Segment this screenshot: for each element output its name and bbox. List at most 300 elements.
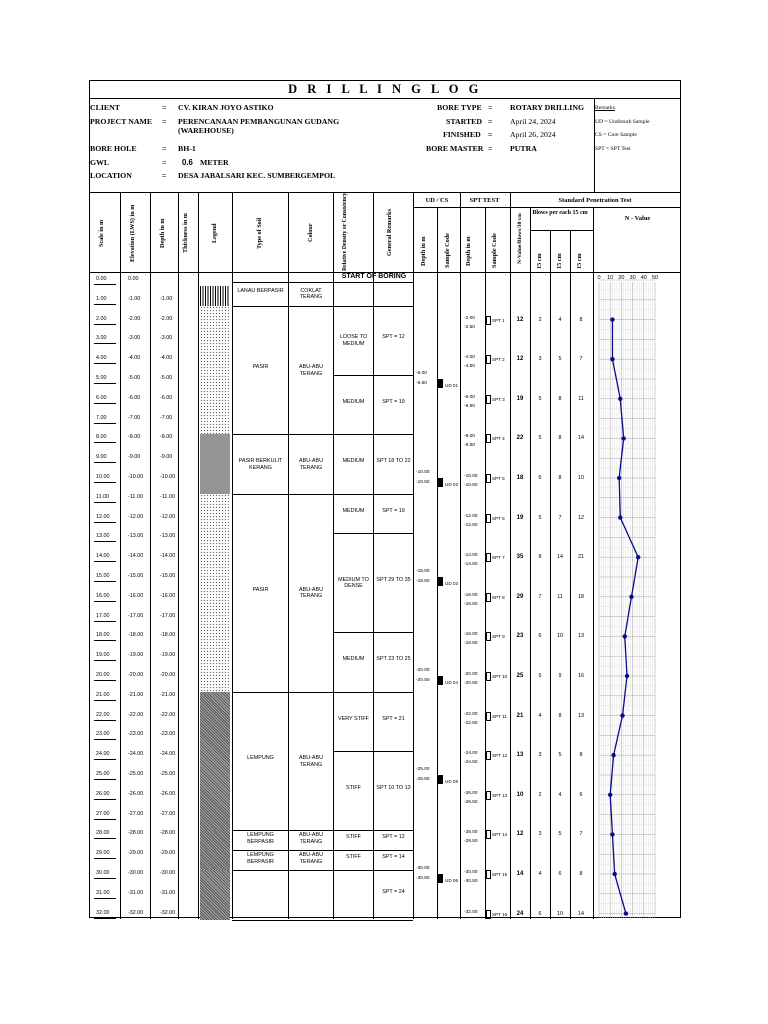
row-boundary [333, 850, 413, 851]
scale-underline [94, 700, 116, 701]
scale-value: 15.00 [96, 573, 110, 579]
ud-depth-bottom: -15.50 [416, 579, 430, 584]
scale-value: 5.00 [96, 375, 107, 381]
depth-value: -11.00 [160, 493, 175, 500]
layer-boundary [232, 850, 333, 851]
blow-2: 10 [557, 633, 563, 640]
eq: = [488, 103, 493, 112]
density-value: MEDIUM TO DENSE [338, 576, 369, 590]
scale-underline [94, 759, 116, 760]
row-boundary [333, 632, 413, 633]
spt-depth-top: -22.00 [464, 711, 478, 717]
scale-underline [94, 858, 116, 859]
n-value-point [617, 476, 621, 480]
layer-boundary [232, 692, 333, 693]
finished-label: FINISHED [443, 130, 481, 139]
elevation-value: -32.00 [128, 909, 144, 916]
x-tick-label: 0 [597, 275, 601, 281]
density-value: MEDIUM [342, 398, 365, 405]
bore-hole-value: BH-1 [178, 144, 196, 153]
spt-depth-top: -10.00 [464, 474, 478, 479]
soil-colour: ABU-ABU TERANG [299, 586, 323, 600]
spt-depth-top: -2.00 [464, 315, 475, 321]
blow-3: 8 [579, 752, 583, 759]
col-udcs-depth: Depth in m [420, 236, 427, 266]
col-colour: Colour [307, 223, 314, 243]
blow-3: 11 [578, 395, 584, 402]
n-value-point [610, 357, 614, 361]
elevation-value: -24.00 [128, 751, 144, 758]
blow-1: 7 [538, 593, 542, 600]
eq: = [162, 103, 167, 112]
depth-value: -31.00 [160, 889, 176, 896]
depth-value: -4.00 [160, 355, 173, 362]
scale-value: 22.00 [96, 711, 110, 718]
ud-sample-mark [438, 874, 443, 883]
depth-value: -3.00 [160, 335, 173, 342]
col-spt-depth: Depth in m [465, 236, 472, 266]
general-remark: SPT 18 TO 22 [376, 458, 411, 465]
remark-ud: UD = Undisturb Sample [595, 119, 650, 125]
elevation-value: -11.00 [128, 493, 143, 500]
legend-pattern [200, 286, 230, 306]
blow-3: 12 [578, 514, 584, 521]
row-boundary [333, 533, 413, 534]
ud-sample-code: UD 02 [445, 482, 459, 487]
scale-value: 28.00 [96, 830, 110, 837]
scale-underline [94, 284, 116, 285]
ud-sample-code: UD 04 [445, 680, 459, 685]
col-udcs: UD / CS [425, 197, 449, 204]
col-spt: SPT TEST [469, 197, 500, 204]
divider [530, 230, 593, 231]
spt-sample-code: SPT 12 [492, 753, 508, 759]
scale-underline [94, 819, 116, 820]
soil-colour: ABU-ABU TERANG [299, 832, 323, 845]
n-value: 14 [516, 871, 524, 877]
elevation-value: -19.00 [128, 652, 144, 659]
spt-sample-mark [486, 910, 491, 919]
blow-3: 18 [578, 593, 584, 600]
row-boundary [333, 434, 413, 435]
density-value: LOOSE TO MEDIUM [339, 334, 368, 347]
col-15b: 15 cm [556, 253, 563, 269]
scale-underline [94, 838, 116, 839]
spt-sample-mark [486, 791, 491, 800]
project-value-2: (WAREHOUSE) [178, 126, 234, 135]
scale-underline [94, 363, 116, 364]
scale-underline [94, 403, 116, 404]
spt-sample-code: SPT 3 [492, 396, 505, 402]
general-remark: SPT 10 TO 13 [376, 784, 411, 791]
spt-depth-bottom: -2.50 [464, 324, 475, 330]
scale-value: 12.00 [96, 513, 110, 520]
blow-3: 16 [578, 673, 584, 679]
bore-type-value: ROTARY DRILLING [510, 103, 585, 112]
ud-sample-mark [438, 478, 443, 487]
col-divider [288, 192, 289, 919]
depth-value: -20.00 [160, 672, 176, 678]
elevation-value: -23.00 [128, 731, 144, 738]
bore-master-value: PUTRA [510, 144, 537, 153]
spt-depth-bottom: -16.50 [464, 601, 478, 607]
scale-value: 24.00 [96, 751, 110, 758]
soil-type: LANAU BERPASIR [237, 287, 284, 294]
elevation-value: -28.00 [128, 830, 144, 837]
eq: = [162, 171, 167, 180]
scale-value: 14.00 [96, 553, 110, 560]
density-value: MEDIUM [342, 458, 365, 465]
ud-depth-bottom: -10.50 [416, 480, 430, 485]
density-value: STIFF [346, 784, 361, 791]
nvalue-header: N - Value [624, 215, 651, 222]
layer-boundary [232, 494, 333, 495]
row-boundary [333, 692, 413, 693]
spt-depth-bottom: -22.50 [464, 720, 478, 726]
location-label: LOCATION [90, 171, 132, 180]
spt-sample-mark [486, 672, 491, 681]
legend-pattern [200, 434, 230, 493]
row-boundary [333, 920, 413, 921]
elevation-value: -3.00 [128, 335, 141, 342]
eq: = [488, 117, 493, 126]
scale-value: 2.00 [96, 315, 107, 322]
spt-sample-mark [486, 514, 491, 523]
scale-value: 19.00 [96, 652, 110, 659]
n-value-point [623, 634, 627, 638]
col-legend: Legend [211, 223, 218, 243]
n-value-chart [595, 272, 681, 918]
ud-depth-bottom: -25.50 [416, 777, 430, 782]
scale-value: 9.00 [96, 454, 107, 461]
scale-underline [94, 482, 116, 483]
scale-value: 0.00 [96, 276, 107, 282]
project-value: PERENCANAAN PEMBANGUNAN GUDANG [178, 117, 340, 126]
n-value: 24 [516, 910, 524, 917]
elevation-value: -17.00 [128, 612, 144, 619]
scale-value: 25.00 [96, 771, 110, 777]
density-value: VERY STIFF [338, 715, 369, 722]
soil-type: LEMPUNG BERPASIR [247, 832, 274, 845]
soil-colour: ABU-ABU TERANG [299, 852, 323, 865]
soil-colour: ABU-ABU TERANG [299, 458, 323, 471]
divider [510, 207, 680, 208]
spt-sample-code: SPT 7 [492, 555, 505, 561]
spt-sample-mark [486, 751, 491, 760]
ud-depth-top: -10.00 [416, 470, 430, 475]
elevation-value: -9.00 [128, 454, 141, 461]
scale-underline [94, 304, 116, 305]
density-value: STIFF [346, 854, 361, 861]
scale-value: 11.00 [96, 493, 110, 500]
elevation-value: 0.00 [128, 276, 139, 282]
n-value: 12 [516, 316, 524, 323]
col-divider [485, 207, 486, 919]
bore-type-label: BORE TYPE [437, 103, 482, 112]
x-tick-label: 40 [640, 275, 647, 281]
spt-depth-bottom: -30.50 [464, 879, 478, 884]
x-tick-label: 20 [618, 275, 625, 281]
x-tick-label: 50 [651, 275, 659, 281]
depth-value: -32.00 [160, 909, 176, 916]
location-value: DESA JABALSARI KEC. SUMBERGEMPOL [178, 171, 336, 180]
depth-value: -27.00 [160, 810, 176, 817]
general-remark: SPT = 24 [382, 888, 405, 895]
depth-value: -5.00 [160, 375, 173, 381]
eq: = [162, 144, 167, 153]
legend-pattern [200, 494, 230, 692]
spt-sample-code: SPT 8 [492, 594, 505, 600]
blow-1: 3 [538, 356, 542, 363]
depth-value: -19.00 [160, 652, 176, 659]
scale-underline [94, 640, 116, 641]
scale-underline [94, 324, 116, 325]
blow-3: 13 [578, 633, 584, 640]
elevation-value: -1.00 [128, 295, 141, 302]
drilling-log-sheet [89, 80, 681, 918]
ud-sample-mark [438, 676, 443, 685]
n-value-point [618, 515, 622, 519]
scale-underline [94, 581, 116, 582]
scale-value: 6.00 [96, 394, 107, 401]
depth-value: -15.00 [160, 573, 176, 579]
blow-2: 8 [558, 475, 562, 481]
elevation-value: -15.00 [128, 573, 144, 579]
row-boundary [333, 375, 413, 376]
remark-cs: CS = Core Sample [595, 132, 637, 138]
spt-depth-bottom: -26.50 [464, 799, 478, 805]
layer-boundary [232, 434, 333, 435]
scale-value: 13.00 [96, 533, 110, 540]
depth-value: -16.00 [160, 592, 176, 599]
blow-3: 10 [578, 475, 584, 481]
soil-type: PASIR [252, 364, 269, 371]
row-boundary [333, 830, 413, 831]
legend-pattern [200, 692, 230, 831]
spt-depth-top: -20.00 [464, 672, 478, 677]
spt-sample-code: SPT 6 [492, 515, 505, 521]
scale-value: 8.00 [96, 434, 107, 441]
spt-sample-code: SPT 4 [492, 436, 505, 442]
soil-type: LEMPUNG [247, 755, 274, 762]
scale-underline [94, 442, 116, 443]
n-value: 29 [516, 593, 524, 600]
spt-sample-mark [486, 830, 491, 839]
row-boundary [333, 306, 413, 307]
ud-sample-code: UD 03 [445, 581, 459, 586]
soil-type: PASIR [252, 586, 269, 593]
n-value: 18 [516, 475, 524, 481]
row-boundary [333, 870, 413, 871]
layer-boundary [232, 306, 333, 307]
spt-sample-code: SPT 15 [492, 872, 508, 877]
blow-1: 5 [538, 673, 542, 679]
scale-underline [94, 878, 116, 879]
elevation-value: -14.00 [128, 553, 144, 560]
density-value: MEDIUM [342, 656, 365, 663]
elevation-value: -21.00 [128, 691, 144, 698]
eq: = [488, 130, 493, 139]
spt-sample-mark [486, 434, 491, 443]
x-tick-label: 10 [607, 275, 614, 281]
depth-value: -21.00 [160, 691, 176, 698]
depth-value: -29.00 [160, 850, 176, 857]
soil-colour: ABU-ABU TERANG [299, 755, 323, 768]
n-value: 19 [516, 514, 524, 521]
spt-depth-bottom: -24.50 [464, 760, 478, 766]
depth-value: -9.00 [160, 454, 173, 461]
row-boundary [333, 494, 413, 495]
legend-pattern [200, 306, 230, 435]
scale-value: 10.00 [96, 474, 110, 480]
elevation-value: -22.00 [128, 711, 144, 718]
depth-value: -17.00 [160, 612, 176, 619]
col-divider [198, 192, 199, 919]
spt-sample-code: SPT 11 [492, 713, 507, 719]
col-general: General Remarks [386, 209, 393, 257]
ud-depth-top: -30.00 [416, 866, 430, 871]
blow-1: 4 [538, 712, 542, 719]
elevation-value: -20.00 [128, 672, 144, 678]
finished-value: April 26, 2024 [510, 130, 556, 139]
col-divider [120, 192, 121, 919]
scale-underline [94, 601, 116, 602]
elevation-value: -13.00 [128, 533, 144, 540]
blow-2: 11 [557, 593, 563, 600]
elevation-value: -6.00 [128, 394, 141, 401]
scale-underline [94, 680, 116, 681]
spt-sample-mark [486, 593, 491, 602]
depth-value: -13.00 [160, 533, 176, 540]
col-divider [550, 230, 551, 919]
col-divider [413, 192, 414, 919]
blow-2: 9 [558, 673, 562, 679]
ud-sample-code: UD 01 [445, 383, 459, 388]
blow-2: 8 [558, 395, 562, 402]
n-value: 22 [516, 435, 524, 442]
spt-depth-top: -30.00 [464, 870, 478, 875]
row-boundary [333, 751, 413, 752]
elevation-value: -25.00 [128, 771, 144, 777]
n-value-point [621, 436, 625, 440]
ud-depth-bottom: -20.50 [416, 678, 430, 683]
depth-value: -7.00 [160, 414, 173, 421]
gwl-unit: METER [200, 158, 229, 167]
remark-spt: SPT = SPT Test [595, 146, 631, 152]
legend-pattern [200, 870, 230, 920]
elevation-value: -2.00 [128, 315, 141, 322]
depth-value: -10.00 [160, 474, 176, 480]
n-value-point [618, 397, 622, 401]
spt-sample-code: SPT 14 [492, 832, 508, 838]
blow-3: 7 [579, 831, 583, 838]
depth-value: -26.00 [160, 790, 176, 797]
spt-depth-top: -16.00 [464, 592, 478, 598]
scale-value: 21.00 [96, 691, 110, 698]
scale-underline [94, 423, 116, 424]
scale-underline [94, 522, 116, 523]
blow-2: 5 [558, 356, 562, 363]
blow-2: 8 [558, 712, 562, 719]
spt-sample-mark [486, 632, 491, 641]
blow-1: 3 [538, 752, 542, 759]
scale-value: 31.00 [96, 889, 110, 896]
ud-depth-bottom: -30.50 [416, 876, 430, 881]
bore-master-label: BORE MASTER [426, 144, 484, 153]
project-label: PROJECT NAME [90, 117, 153, 126]
eq: = [488, 144, 493, 153]
spt-sample-code: SPT 1 [492, 317, 505, 323]
divider [594, 98, 595, 193]
blow-3: 21 [578, 554, 584, 561]
start-of-boring: START OF BORING [341, 273, 407, 280]
n-value: 35 [516, 554, 524, 561]
n-value: 12 [516, 356, 524, 363]
spt-sample-code: SPT 5 [492, 476, 505, 481]
scale-value: 29.00 [96, 850, 110, 857]
x-tick-label: 30 [629, 275, 636, 281]
blow-3: 14 [578, 910, 584, 917]
spt-depth-bottom: -12.50 [464, 522, 478, 528]
elevation-value: -31.00 [128, 889, 144, 896]
blow-1: 2 [538, 791, 542, 798]
scale-underline [94, 918, 116, 919]
blow-1: 6 [538, 633, 542, 640]
scale-value: 7.00 [96, 414, 107, 421]
depth-value: -22.00 [160, 711, 176, 718]
layer-boundary [232, 830, 333, 831]
eq: = [162, 158, 167, 167]
remarks-title: Remarks [595, 105, 615, 111]
spt-depth-bottom: -20.50 [464, 681, 478, 686]
scale-value: 18.00 [96, 632, 110, 639]
bore-hole-label: BORE HOLE [90, 144, 137, 153]
blow-3: 7 [579, 356, 583, 363]
spt-sample-mark [486, 395, 491, 404]
depth-value: -14.00 [160, 553, 176, 560]
depth-value: -28.00 [160, 830, 176, 837]
spt-sample-code: SPT 2 [492, 357, 505, 363]
elevation-value: -8.00 [128, 434, 141, 441]
started-value: April 24, 2024 [510, 117, 556, 126]
col-elevation: Elevation (LWS) in m [129, 204, 136, 262]
spt-sample-mark [486, 316, 491, 325]
legend-pattern [200, 850, 230, 870]
spt-depth-top: -8.00 [464, 434, 475, 440]
col-divider [570, 230, 571, 919]
col-soil: Type of Soil [256, 217, 263, 249]
col-thickness: Thickness in m [182, 213, 189, 253]
general-remark: SPT 23 TO 25 [376, 656, 411, 663]
blow-3: 6 [579, 791, 583, 798]
ud-depth-top: -25.00 [416, 767, 430, 772]
spt-depth-top: -28.00 [464, 830, 478, 836]
scale-underline [94, 561, 116, 562]
elevation-value: -29.00 [128, 850, 144, 857]
blow-2: 7 [558, 514, 562, 521]
elevation-value: -18.00 [128, 632, 144, 639]
blow-1: 2 [538, 316, 542, 323]
spt-sample-mark [486, 870, 491, 879]
n-value: 23 [516, 633, 524, 640]
elevation-value: -7.00 [128, 414, 141, 421]
blow-2: 6 [558, 871, 562, 877]
n-value-point [636, 555, 640, 559]
blow-1: 6 [538, 475, 542, 481]
n-value-point [610, 317, 614, 321]
blow-1: 5 [538, 435, 542, 442]
spt-depth-top: -26.00 [464, 790, 478, 796]
